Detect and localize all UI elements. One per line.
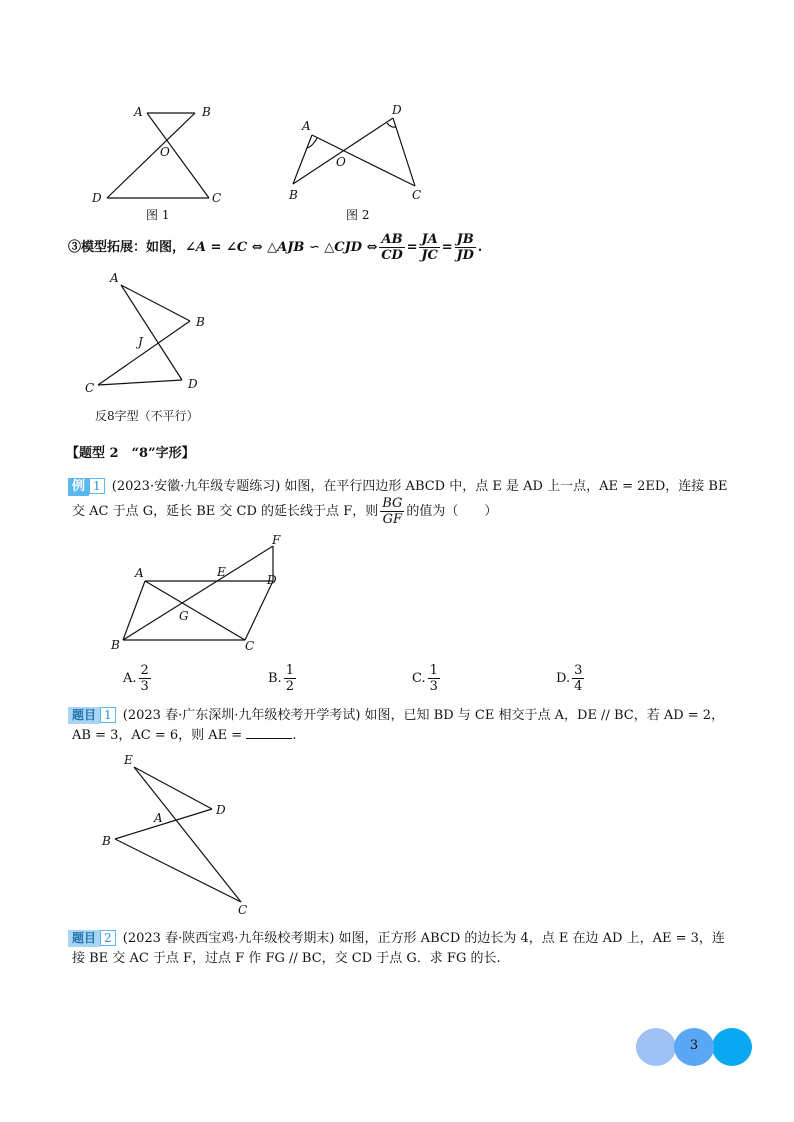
label-c: C: [245, 639, 255, 653]
label-g: G: [179, 609, 189, 623]
footer-circle-right: [712, 1028, 752, 1066]
example-1: [68, 477, 748, 526]
figure-1: [80, 98, 230, 210]
extension-statement: ∠A = ∠C ⇔ △AJB ∽ △CJD ⇔: [185, 239, 378, 255]
example-number: 1: [89, 478, 105, 494]
label-a: A: [154, 811, 163, 825]
figure-2: [280, 98, 430, 210]
label-b: B: [111, 638, 120, 652]
example-text-line1: (2023·安徽·九年级专题练习) 如图，在平行四边形 ABCD 中，点 E 是 AD 上一点，AE = 2ED，连接 BE: [111, 479, 728, 494]
fraction-ab-cd: $\frac{AB}{CD}$: [381, 232, 403, 263]
label-d: D: [216, 803, 226, 817]
example-text-line2: 交 AC 于点 G，延长 BE 交 CD 的延长线于点 F，则: [72, 503, 379, 519]
problem-1-line1: (2023 春·广东深圳·九年级校考开学考试) 如图，已知 BD 与 CE 相交于点 A，DE // BC，若 AD = 2，: [122, 708, 725, 723]
label-c: C: [412, 188, 422, 202]
label-j: J: [138, 335, 143, 349]
label-e: E: [217, 565, 226, 579]
footer-circle-left: [636, 1028, 676, 1066]
label-c: C: [85, 381, 95, 395]
answer-blank[interactable]: [246, 726, 292, 739]
label-c: C: [212, 191, 222, 205]
problem-2-line2: 接 BE 交 AC 于点 F，过点 F 作 FG // BC，交 CD 于点 G．求 FG 的长.: [72, 951, 501, 966]
figure-3-caption: 反8字型（不平行）: [95, 409, 199, 423]
label-d: D: [267, 573, 277, 587]
label-b: B: [202, 105, 211, 119]
problem-2: [68, 929, 758, 969]
problem-1: 题目 1 (2023 春·广东深圳·九年级校考开学考试) 如图，已知 BD 与 CE 相交于点 A，DE // BC，若 AD = 2， AB = 3，AC = 6，则 AE = .: [68, 706, 758, 746]
page-number: 3: [689, 1038, 699, 1053]
extension-prefix: ③模型拓展：如图，: [68, 239, 186, 255]
problem-number: 1: [100, 707, 116, 723]
label-a: A: [110, 271, 119, 285]
label-d: D: [392, 103, 402, 117]
problem-1-line2: AB = 3，AC = 6，则 AE =: [72, 728, 243, 743]
label-d: D: [92, 191, 102, 205]
example-tag: 例: [68, 478, 89, 496]
page-indicator: [636, 1028, 752, 1066]
label-o: O: [160, 145, 170, 159]
figure-3: [78, 268, 218, 400]
option-d[interactable]: D. $\frac{3}{4}$: [556, 663, 583, 694]
label-a: A: [302, 119, 311, 133]
figure-4: [105, 532, 295, 657]
fraction-ja-jc: $\frac{JA}{JC}$: [421, 232, 438, 263]
option-c[interactable]: C. $\frac{1}{3}$: [412, 663, 438, 694]
label-e: E: [124, 753, 133, 767]
label-o: O: [336, 155, 346, 169]
example-text-line2-end: 的值为（ ）: [406, 503, 498, 519]
label-f: F: [272, 533, 281, 547]
option-b[interactable]: B. $\frac{1}{2}$: [268, 663, 294, 694]
fraction-jb-jd: $\frac{JB}{JD}$: [456, 232, 474, 263]
figure-2-caption: 图 2: [346, 208, 370, 222]
label-b: B: [196, 315, 205, 329]
section-title: 【题型 2 “8”字形】: [66, 446, 195, 461]
problem-tag: 题目: [68, 930, 100, 947]
model-extension: ③模型拓展：如图， ∠A = ∠C ⇔ △AJB ∽ △CJD ⇔ $\frac{AB}{CD}$ = $\frac{JA}{JC}$ = $\frac{JB}{JD}$ .: [68, 232, 483, 263]
fraction-bg-gf: $\frac{BG}{GF}$: [382, 496, 403, 527]
problem-tag: 题目: [68, 707, 100, 724]
figure-5: [98, 750, 268, 920]
problem-number: 2: [100, 930, 116, 946]
label-a: A: [135, 566, 144, 580]
label-c: C: [238, 903, 248, 917]
label-a: A: [134, 105, 143, 119]
label-d: D: [188, 377, 198, 391]
option-a[interactable]: A. $\frac{2}{3}$: [123, 663, 149, 694]
figure-1-caption: 图 1: [146, 208, 170, 222]
label-b: B: [102, 834, 111, 848]
label-b: B: [289, 188, 298, 202]
problem-2-line1: (2023 春·陕西宝鸡·九年级校考期末) 如图，正方形 ABCD 的边长为 4，点 E 在边 AD 上，AE = 3，连: [122, 931, 725, 946]
